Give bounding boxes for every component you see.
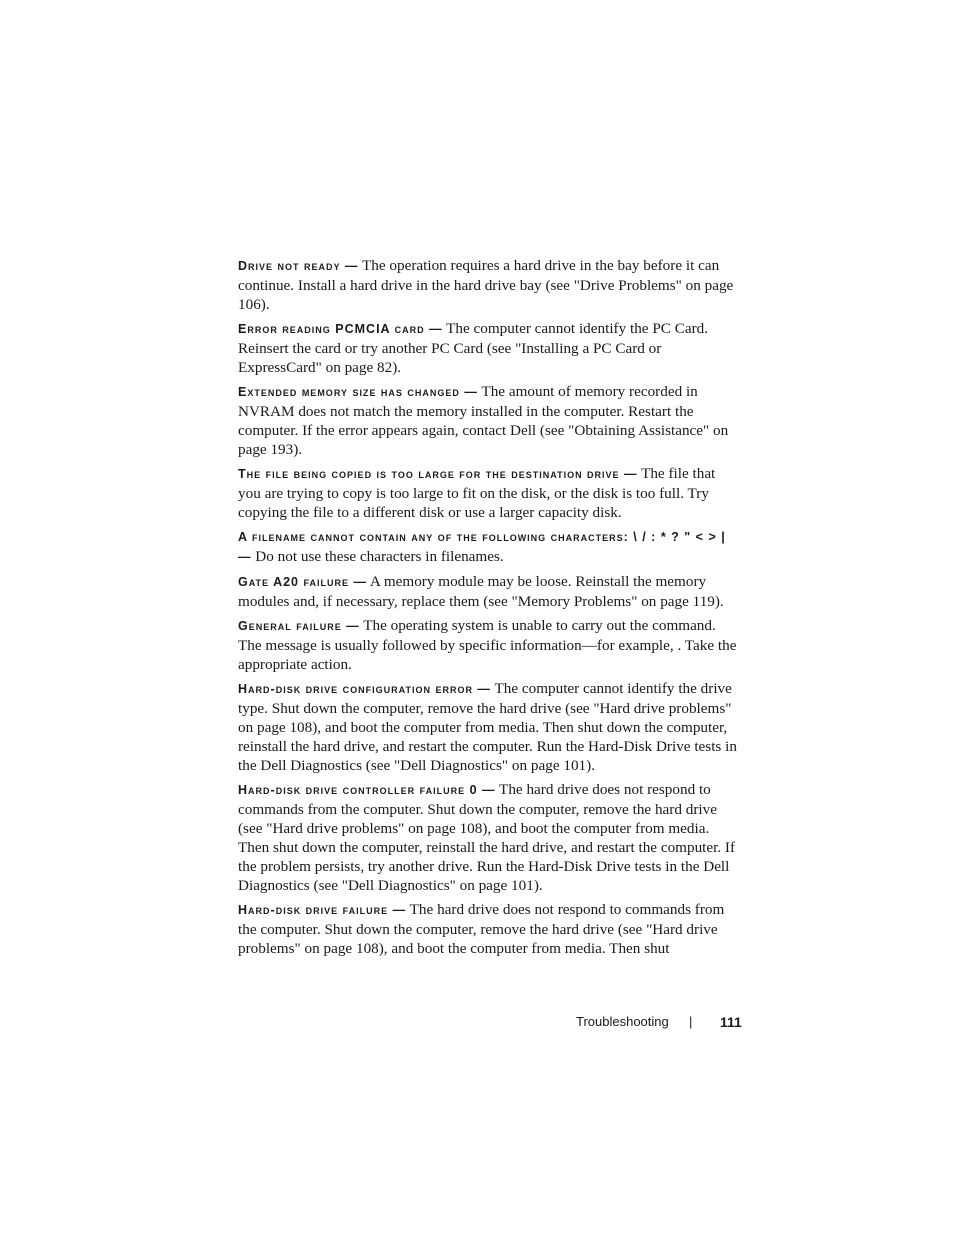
message-term: The file being copied is too large for the destination drive — — [238, 467, 638, 481]
message-list — [238, 256, 738, 963]
message-description: The operating system is unable to carry out the command. The message is usually followed by specific information—for example, . Take the appropriate action. — [238, 617, 737, 673]
message-term: A filename cannot contain any of the following characters: \ / : * ? " < > | — — [238, 530, 726, 564]
footer-separator: | — [689, 1014, 693, 1029]
message-term: Hard-disk drive failure — — [238, 903, 407, 917]
message-description: The hard drive does not respond to commands from the computer. Shut down the computer, remove the hard drive (see "Hard drive problems" on page 108), and boot the computer from media. Then shut down the computer, reinstall the hard drive, and restart the computer. If the problem persists, try another drive. Run the Hard-Disk Drive tests in the Dell Diagnostics (see "Dell Diagnostics" on page 101). — [238, 781, 736, 894]
message-entry-filename-characters — [238, 527, 738, 567]
message-description: The computer cannot identify the drive type. Shut down the computer, remove the hard drive (see "Hard drive problems" on page 108), and boot the computer from media. Then shut down the computer, reinstall the hard drive, and restart the computer. Run the Hard-Disk Drive tests in the Dell Diagnostics (see "Dell Diagnostics" on page 101). — [238, 680, 737, 774]
message-term: Hard-disk drive configuration error — — [238, 682, 491, 696]
message-entry-drive-not-ready — [238, 256, 738, 314]
message-description: A memory module may be loose. Reinstall the memory modules and, if necessary, replace them (see "Memory Problems" on page 119). — [238, 573, 724, 610]
message-entry-file-too-large — [238, 464, 738, 522]
message-term: Gate A20 failure — — [238, 575, 367, 589]
message-description: Do not use these characters in filenames. — [255, 548, 504, 565]
message-entry-extended-memory — [238, 382, 738, 459]
message-term: Hard-disk drive controller failure 0 — — [238, 783, 496, 797]
message-description: The operation requires a hard drive in the bay before it can continue. Install a hard drive in the hard drive bay (see "Drive Problems" on page 106). — [238, 257, 734, 313]
message-term: Error reading PCMCIA card — — [238, 322, 443, 336]
message-entry-hdd-controller-failure — [238, 780, 738, 895]
page-number: 111 — [720, 1014, 742, 1030]
message-term: Drive not ready — — [238, 259, 359, 273]
message-description: The amount of memory recorded in NVRAM does not match the memory installed in the computer. Restart the computer. If the error appears again, contact Dell (see "Obtaining Assistance" on page 193). — [238, 383, 729, 458]
message-description: The hard drive does not respond to commands from the computer. Shut down the computer, remove the hard drive (see "Hard drive problems" on page 108), and boot the computer from media. Then shut — [238, 901, 725, 957]
message-entry-hdd-failure — [238, 900, 738, 958]
message-term: Extended memory size has changed — — [238, 385, 478, 399]
message-description: The computer cannot identify the PC Card. Reinsert the card or try another PC Card (see "Installing a PC Card or ExpressCard" on page 82). — [238, 320, 709, 376]
message-description: The file that you are trying to copy is too large to fit on the disk, or the disk is too full. Try copying the file to a different disk or use a larger capacity disk. — [238, 465, 716, 521]
message-term: General failure — — [238, 619, 360, 633]
footer-section-title: Troubleshooting — [576, 1014, 669, 1029]
message-entry-general-failure — [238, 616, 738, 674]
message-entry-error-reading-pcmcia — [238, 319, 738, 377]
message-entry-gate-a20 — [238, 572, 738, 611]
message-entry-hdd-config-error — [238, 679, 738, 775]
